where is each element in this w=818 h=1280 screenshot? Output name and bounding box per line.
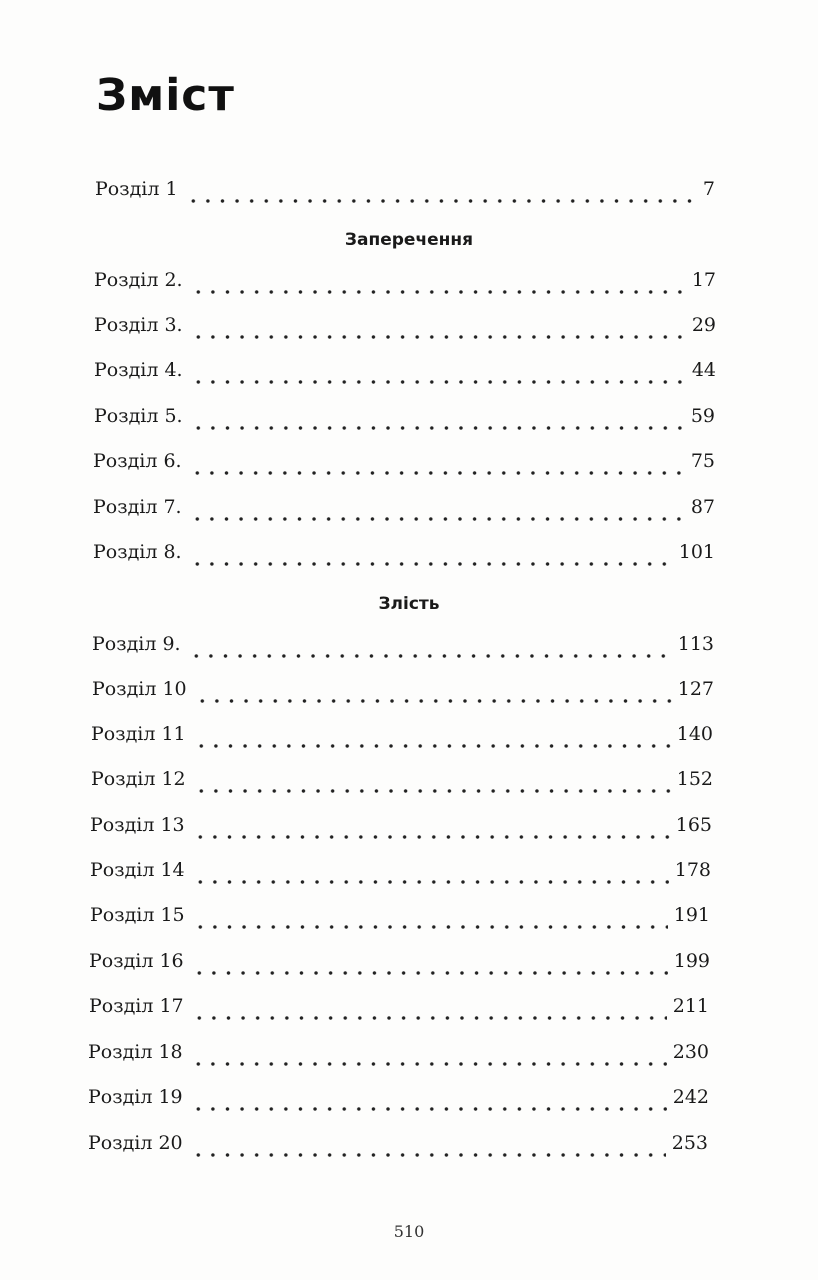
toc-entry <box>93 496 715 528</box>
toc-entry-label: Розділ 17 <box>89 995 184 1017</box>
toc-entry-label: Розділ 8. <box>93 541 182 563</box>
dot-leader <box>193 925 668 929</box>
dot-leader <box>190 471 685 475</box>
toc-entry-label: Розділ 4. <box>94 359 183 381</box>
toc-entry <box>91 768 713 800</box>
toc-entry <box>92 633 714 665</box>
dot-leader <box>191 1062 667 1066</box>
toc-entry-page: 44 <box>691 359 716 381</box>
dot-leader <box>190 517 685 521</box>
toc-entry-page: 191 <box>673 904 710 926</box>
toc-entry <box>89 995 709 1027</box>
toc-entry-page: 253 <box>671 1132 708 1154</box>
toc-entry-label: Розділ 13 <box>90 814 185 836</box>
dot-leader <box>195 699 672 703</box>
dot-leader <box>193 835 670 839</box>
toc-entry <box>94 269 716 301</box>
toc-entry-page: 127 <box>677 678 714 700</box>
toc-entry-label: Розділ 2. <box>94 269 183 291</box>
toc-entry-label: Розділ 5. <box>94 405 183 427</box>
dot-leader <box>192 971 668 975</box>
toc-entry-page: 113 <box>677 633 714 655</box>
page-title: Зміст <box>96 70 235 121</box>
dot-leader <box>192 1016 667 1020</box>
toc-entry-page: 230 <box>672 1041 709 1063</box>
toc-entry-label: Розділ 6. <box>93 450 182 472</box>
toc-entry <box>93 541 715 573</box>
dot-leader <box>191 426 685 430</box>
toc-entry <box>94 314 716 346</box>
toc-entry <box>93 450 715 482</box>
toc-entry <box>91 723 713 755</box>
toc-entry-page: 75 <box>690 450 715 472</box>
toc-entry-page: 152 <box>676 768 713 790</box>
section-heading-denial: Заперечення <box>344 230 474 250</box>
toc-entry-page: 165 <box>675 814 712 836</box>
toc-entry-page: 59 <box>690 405 715 427</box>
toc-entry <box>88 1086 709 1118</box>
toc-entry <box>88 1041 709 1073</box>
toc-entry-page: 7 <box>702 178 715 200</box>
toc-entry-page: 199 <box>673 950 710 972</box>
dot-leader <box>191 1153 666 1157</box>
section-heading-anger: Злість <box>378 594 440 614</box>
toc-entry-label: Розділ 16 <box>89 950 184 972</box>
dot-leader <box>194 744 671 748</box>
toc-entry-page: 140 <box>676 723 713 745</box>
toc-entry <box>88 1132 708 1164</box>
toc-entry <box>89 950 710 982</box>
dot-leader <box>189 654 672 658</box>
toc-entry-label: Розділ 3. <box>94 314 183 336</box>
dot-leader <box>190 562 673 566</box>
dot-leader <box>193 880 669 884</box>
toc-entry-page: 101 <box>678 541 715 563</box>
toc-entry-label: Розділ 10 <box>92 678 187 700</box>
dot-leader <box>186 199 697 203</box>
toc-entry-label: Розділ 1 <box>95 178 178 200</box>
toc-entry-label: Розділ 7. <box>93 496 182 518</box>
toc-entry <box>90 904 710 936</box>
toc-entry-label: Розділ 19 <box>88 1086 183 1108</box>
toc-entry <box>90 814 712 846</box>
toc-entry-label: Розділ 14 <box>90 859 185 881</box>
toc-entry-page: 211 <box>672 995 709 1017</box>
toc-entry-page: 178 <box>674 859 711 881</box>
toc-entry-label: Розділ 11 <box>91 723 186 745</box>
toc-entry-label: Розділ 9. <box>92 633 181 655</box>
toc-entry <box>94 359 716 391</box>
toc-entry-page: 242 <box>672 1086 709 1108</box>
dot-leader <box>191 335 686 339</box>
toc-entry-label: Розділ 12 <box>91 768 186 790</box>
dot-leader <box>191 290 686 294</box>
toc-entry-label: Розділ 18 <box>88 1041 183 1063</box>
dot-leader <box>191 380 686 384</box>
toc-entry-page: 87 <box>690 496 715 518</box>
toc-entry-label: Розділ 20 <box>88 1132 183 1154</box>
toc-entry <box>90 859 711 891</box>
toc-entry <box>94 405 715 437</box>
toc-entry <box>95 178 715 210</box>
toc-entry-page: 29 <box>691 314 716 336</box>
page-number: 510 <box>393 1222 425 1241</box>
dot-leader <box>194 789 671 793</box>
toc-entry-label: Розділ 15 <box>90 904 185 926</box>
toc-entry <box>92 678 714 710</box>
toc-entry-page: 17 <box>691 269 716 291</box>
dot-leader <box>191 1107 667 1111</box>
